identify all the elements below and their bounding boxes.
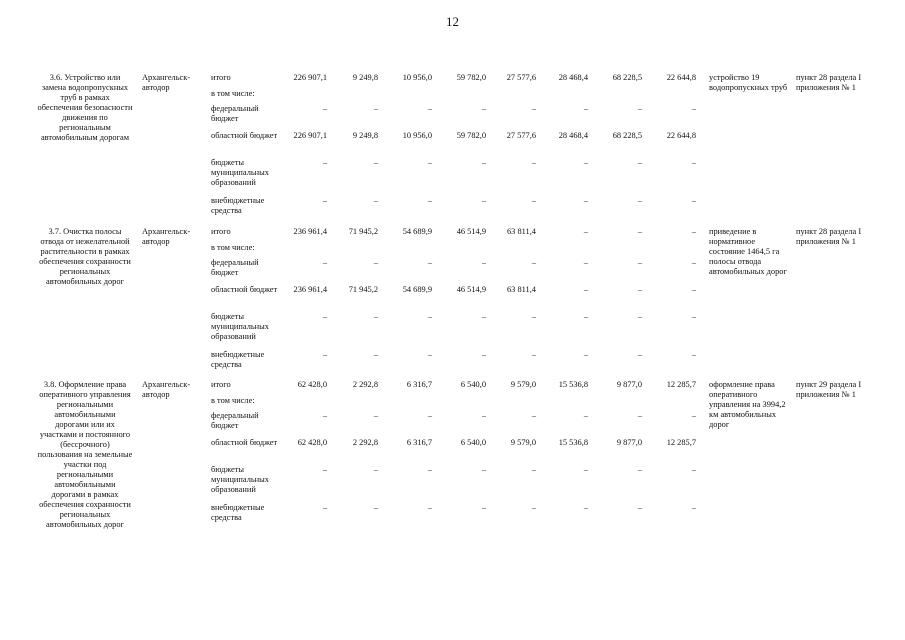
value-cell: – bbox=[691, 285, 696, 294]
table-row bbox=[0, 104, 905, 134]
result-cell: приведение в нормативное состояние 1464,5 га полосы отвода автомобильных дорог bbox=[709, 227, 787, 276]
value-cell: – bbox=[583, 285, 588, 294]
table-row bbox=[0, 350, 905, 380]
value-cell: 71 945,2 bbox=[348, 227, 378, 236]
funding-source-label: в том числе: bbox=[211, 89, 255, 98]
measure-title: 3.8. Оформление права оперативного управления региональными автомобильными дорогами или их участками и постоянного (бессрочного) пользования на земельные участки под региональными автомобильными дорогами в рамках обеспечения сохранности региональных автомобильных дорог bbox=[37, 380, 133, 529]
table-row bbox=[0, 158, 905, 188]
value-cell: 9 877,0 bbox=[616, 438, 642, 447]
value-cell: – bbox=[322, 411, 327, 420]
value-cell: 9 579,0 bbox=[510, 380, 536, 389]
result-cell: устройство 19 водопропускных труб bbox=[709, 73, 788, 92]
table-row bbox=[0, 196, 905, 226]
value-cell: – bbox=[322, 350, 327, 359]
value-cell: – bbox=[427, 258, 432, 267]
value-cell: – bbox=[481, 350, 486, 359]
value-cell: 54 689,9 bbox=[402, 227, 432, 236]
value-cell: – bbox=[637, 227, 642, 236]
funding-source-label: областной бюджет bbox=[211, 285, 278, 294]
value-cell: 15 536,8 bbox=[558, 380, 588, 389]
value-cell: – bbox=[427, 196, 432, 205]
value-cell: – bbox=[322, 312, 327, 321]
table-row bbox=[0, 411, 905, 441]
value-cell: 62 428,0 bbox=[297, 380, 327, 389]
value-cell: – bbox=[637, 350, 642, 359]
value-cell: – bbox=[637, 104, 642, 113]
value-cell: – bbox=[322, 158, 327, 167]
funding-source-label: внебюджетные средства bbox=[211, 196, 265, 215]
value-cell: – bbox=[691, 196, 696, 205]
value-cell: – bbox=[427, 465, 432, 474]
funding-source-label: федеральный бюджет bbox=[211, 258, 259, 277]
value-cell: – bbox=[691, 503, 696, 512]
basis-cell: пункт 29 раздела I приложения № 1 bbox=[796, 380, 862, 399]
value-cell: 27 577,6 bbox=[506, 73, 536, 82]
value-cell: – bbox=[373, 465, 378, 474]
table-row bbox=[0, 465, 905, 495]
value-cell: 6 540,0 bbox=[460, 380, 486, 389]
value-cell: – bbox=[691, 158, 696, 167]
measure-title: 3.7. Очистка полосы отвода от нежелательной растительности в рамках обеспечения сохранности региональных автомобильных дорог bbox=[39, 227, 131, 286]
value-cell: 27 577,6 bbox=[506, 131, 536, 140]
table-row bbox=[0, 503, 905, 533]
value-cell: 236 961,4 bbox=[293, 227, 327, 236]
value-cell: – bbox=[583, 227, 588, 236]
value-cell: – bbox=[322, 503, 327, 512]
value-cell: – bbox=[427, 158, 432, 167]
value-cell: – bbox=[531, 158, 536, 167]
value-cell: – bbox=[531, 312, 536, 321]
funding-source-label: итого bbox=[211, 380, 231, 389]
value-cell: – bbox=[481, 158, 486, 167]
value-cell: – bbox=[322, 465, 327, 474]
value-cell: – bbox=[427, 350, 432, 359]
value-cell: – bbox=[322, 196, 327, 205]
value-cell: – bbox=[531, 350, 536, 359]
value-cell: 236 961,4 bbox=[293, 285, 327, 294]
funding-source-label: внебюджетные средства bbox=[211, 503, 265, 522]
basis-cell: пункт 28 раздела I приложения № 1 bbox=[796, 227, 862, 246]
value-cell: – bbox=[427, 411, 432, 420]
table-row bbox=[0, 312, 905, 342]
value-cell: – bbox=[637, 465, 642, 474]
funding-source-label: в том числе: bbox=[211, 396, 255, 405]
value-cell: – bbox=[373, 158, 378, 167]
value-cell: 6 316,7 bbox=[406, 438, 432, 447]
value-cell: 28 468,4 bbox=[558, 131, 588, 140]
value-cell: 6 316,7 bbox=[406, 380, 432, 389]
funding-source-label: областной бюджет bbox=[211, 438, 278, 447]
value-cell: 12 285,7 bbox=[666, 438, 696, 447]
value-cell: – bbox=[583, 350, 588, 359]
value-cell: – bbox=[637, 196, 642, 205]
value-cell: – bbox=[427, 104, 432, 113]
value-cell: – bbox=[531, 104, 536, 113]
value-cell: – bbox=[322, 258, 327, 267]
value-cell: – bbox=[373, 312, 378, 321]
value-cell: – bbox=[481, 196, 486, 205]
value-cell: – bbox=[531, 258, 536, 267]
value-cell: – bbox=[637, 158, 642, 167]
value-cell: 10 956,0 bbox=[402, 131, 432, 140]
measure-title: 3.6. Устройство или замена водопропускных труб в рамках обеспечения безопасности движения по региональным автомобильным дорогам bbox=[37, 73, 133, 142]
value-cell: – bbox=[427, 312, 432, 321]
value-cell: – bbox=[427, 503, 432, 512]
executor-cell: Архангельск-автодор bbox=[142, 73, 191, 92]
value-cell: – bbox=[583, 196, 588, 205]
value-cell: – bbox=[583, 503, 588, 512]
value-cell: 63 811,4 bbox=[506, 285, 536, 294]
funding-source-label: итого bbox=[211, 73, 231, 82]
funding-source-label: итого bbox=[211, 227, 231, 236]
value-cell: 59 782,0 bbox=[456, 131, 486, 140]
value-cell: 63 811,4 bbox=[506, 227, 536, 236]
value-cell: – bbox=[691, 465, 696, 474]
funding-source-label: бюджеты муниципальных образований bbox=[211, 465, 269, 494]
basis-cell: пункт 28 раздела I приложения № 1 bbox=[796, 73, 862, 92]
value-cell: 9 877,0 bbox=[616, 380, 642, 389]
value-cell: 2 292,8 bbox=[352, 438, 378, 447]
value-cell: 2 292,8 bbox=[352, 380, 378, 389]
value-cell: – bbox=[373, 258, 378, 267]
funding-source-label: федеральный бюджет bbox=[211, 411, 259, 430]
value-cell: – bbox=[691, 312, 696, 321]
value-cell: 46 514,9 bbox=[456, 227, 486, 236]
table-row bbox=[0, 131, 905, 161]
value-cell: – bbox=[637, 258, 642, 267]
value-cell: – bbox=[583, 258, 588, 267]
table-row bbox=[0, 285, 905, 315]
value-cell: – bbox=[373, 350, 378, 359]
value-cell: 22 644,8 bbox=[666, 73, 696, 82]
page-number: 12 bbox=[446, 14, 459, 29]
value-cell: – bbox=[637, 312, 642, 321]
value-cell: 68 228,5 bbox=[612, 131, 642, 140]
table-row bbox=[0, 438, 905, 468]
funding-source-label: внебюджетные средства bbox=[211, 350, 265, 369]
value-cell: – bbox=[691, 104, 696, 113]
value-cell: – bbox=[691, 350, 696, 359]
value-cell: – bbox=[691, 258, 696, 267]
value-cell: – bbox=[691, 227, 696, 236]
value-cell: 28 468,4 bbox=[558, 73, 588, 82]
value-cell: – bbox=[322, 104, 327, 113]
value-cell: 15 536,8 bbox=[558, 438, 588, 447]
value-cell: – bbox=[531, 411, 536, 420]
value-cell: 62 428,0 bbox=[297, 438, 327, 447]
value-cell: 54 689,9 bbox=[402, 285, 432, 294]
value-cell: – bbox=[373, 411, 378, 420]
funding-source-label: в том числе: bbox=[211, 243, 255, 252]
value-cell: – bbox=[583, 411, 588, 420]
value-cell: 12 285,7 bbox=[666, 380, 696, 389]
value-cell: – bbox=[637, 285, 642, 294]
value-cell: – bbox=[373, 196, 378, 205]
value-cell: – bbox=[637, 503, 642, 512]
value-cell: 22 644,8 bbox=[666, 131, 696, 140]
value-cell: – bbox=[583, 312, 588, 321]
value-cell: 226 907,1 bbox=[293, 131, 327, 140]
value-cell: – bbox=[531, 503, 536, 512]
value-cell: – bbox=[481, 312, 486, 321]
value-cell: – bbox=[531, 196, 536, 205]
executor-cell: Архангельск-автодор bbox=[142, 227, 191, 246]
value-cell: 9 249,8 bbox=[352, 131, 378, 140]
value-cell: 71 945,2 bbox=[348, 285, 378, 294]
value-cell: – bbox=[481, 465, 486, 474]
result-cell: оформление права оперативного управления на 3994,2 км автомобильных дорог bbox=[709, 380, 786, 429]
table-row bbox=[0, 258, 905, 288]
value-cell: – bbox=[691, 411, 696, 420]
value-cell: – bbox=[481, 258, 486, 267]
funding-source-label: областной бюджет bbox=[211, 131, 278, 140]
value-cell: 226 907,1 bbox=[293, 73, 327, 82]
value-cell: – bbox=[373, 503, 378, 512]
value-cell: – bbox=[481, 411, 486, 420]
value-cell: 59 782,0 bbox=[456, 73, 486, 82]
funding-source-label: бюджеты муниципальных образований bbox=[211, 312, 269, 341]
funding-source-label: федеральный бюджет bbox=[211, 104, 259, 123]
value-cell: – bbox=[637, 411, 642, 420]
value-cell: – bbox=[583, 465, 588, 474]
funding-source-label: бюджеты муниципальных образований bbox=[211, 158, 269, 187]
value-cell: 6 540,0 bbox=[460, 438, 486, 447]
value-cell: – bbox=[583, 104, 588, 113]
value-cell: – bbox=[481, 503, 486, 512]
value-cell: 9 579,0 bbox=[510, 438, 536, 447]
executor-cell: Архангельск-автодор bbox=[142, 380, 191, 399]
value-cell: 46 514,9 bbox=[456, 285, 486, 294]
value-cell: – bbox=[583, 158, 588, 167]
value-cell: – bbox=[481, 104, 486, 113]
value-cell: 9 249,8 bbox=[352, 73, 378, 82]
value-cell: 68 228,5 bbox=[612, 73, 642, 82]
value-cell: 10 956,0 bbox=[402, 73, 432, 82]
value-cell: – bbox=[531, 465, 536, 474]
value-cell: – bbox=[373, 104, 378, 113]
